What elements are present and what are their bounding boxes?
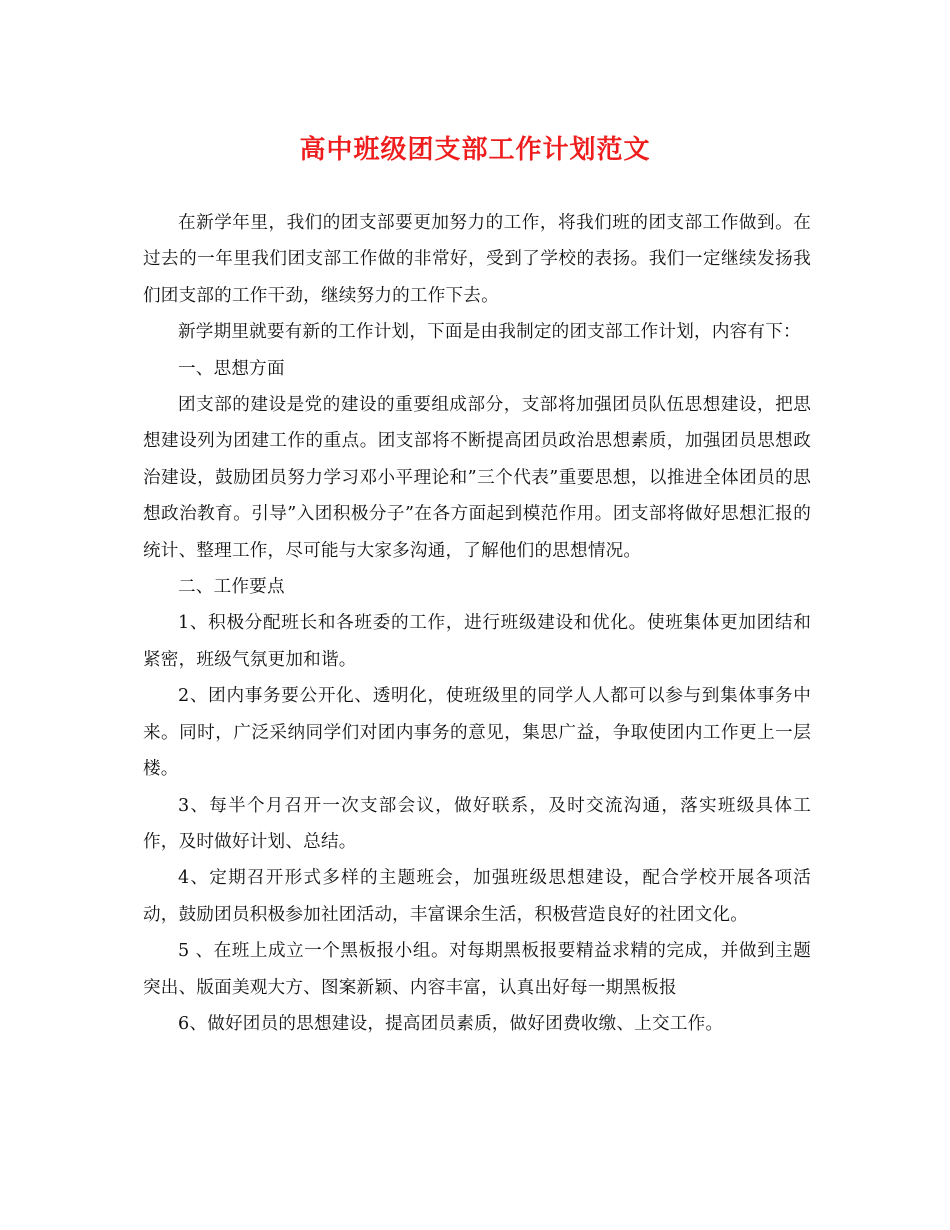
list-item-1: 1、积极分配班长和各班委的工作，进行班级建设和优化。使班集体更加团结和紧密，班级气氛更加和谐。 <box>143 613 811 670</box>
paragraph-ideology: 团支部的建设是党的建设的重要组成部分，支部将加强团员队伍思想建设，把思想建设列为团建工作的重点。团支部将不断提高团员政治思想素质，加强团员思想政治建设，鼓励团员努力学习邓小平理论和”三个代表”重要思想，以推进全体团员的思想政治教育。引导”入团积极分子”在各方面起到模范作用。团支部将做好思想汇报的统计、整理工作，尽可能与大家多沟通，了解他们的思想情况。 <box>143 395 811 561</box>
section-heading-ideology: 一、思想方面 <box>178 358 285 379</box>
list-item-4: 4、定期召开形式多样的主题班会，加强班级思想建设，配合学校开展各项活动，鼓励团员积极参加社团活动，丰富课余生活，积极营造良好的社团文化。 <box>143 868 811 925</box>
section-heading-work-points: 二、工作要点 <box>178 577 285 598</box>
document-body <box>143 205 811 1042</box>
paragraph-plan-intro: 新学期里就要有新的工作计划，下面是由我制定的团支部工作计划，内容有下： <box>178 322 801 343</box>
paragraph-intro: 在新学年里，我们的团支部要更加努力的工作，将我们班的团支部工作做到。在过去的一年里我们团支部工作做的非常好，受到了学校的表扬。我们一定继续发扬我们团支部的工作干劲，继续努力的工作下去。 <box>143 213 811 306</box>
list-item-6: 6、做好团员的思想建设，提高团员素质，做好团费收缴、上交工作。 <box>178 1013 724 1034</box>
list-item-2: 2、团内事务要公开化、透明化，使班级里的同学人人都可以参与到集体事务中来。同时，广泛采纳同学们对团内事务的意见，集思广益，争取使团内工作更上一层楼。 <box>143 686 811 780</box>
list-item-3: 3、每半个月召开一次支部会议，做好联系，及时交流沟通，落实班级具体工作，及时做好计划、总结。 <box>143 795 811 852</box>
document-title: 高中班级团支部工作计划范文 <box>299 135 651 165</box>
list-item-5: 5 、在班上成立一个黑板报小组。对每期黑板报要精益求精的完成，并做到主题突出、版面美观大方、图案新颖、内容丰富，认真出好每一期黑板报 <box>143 941 811 998</box>
